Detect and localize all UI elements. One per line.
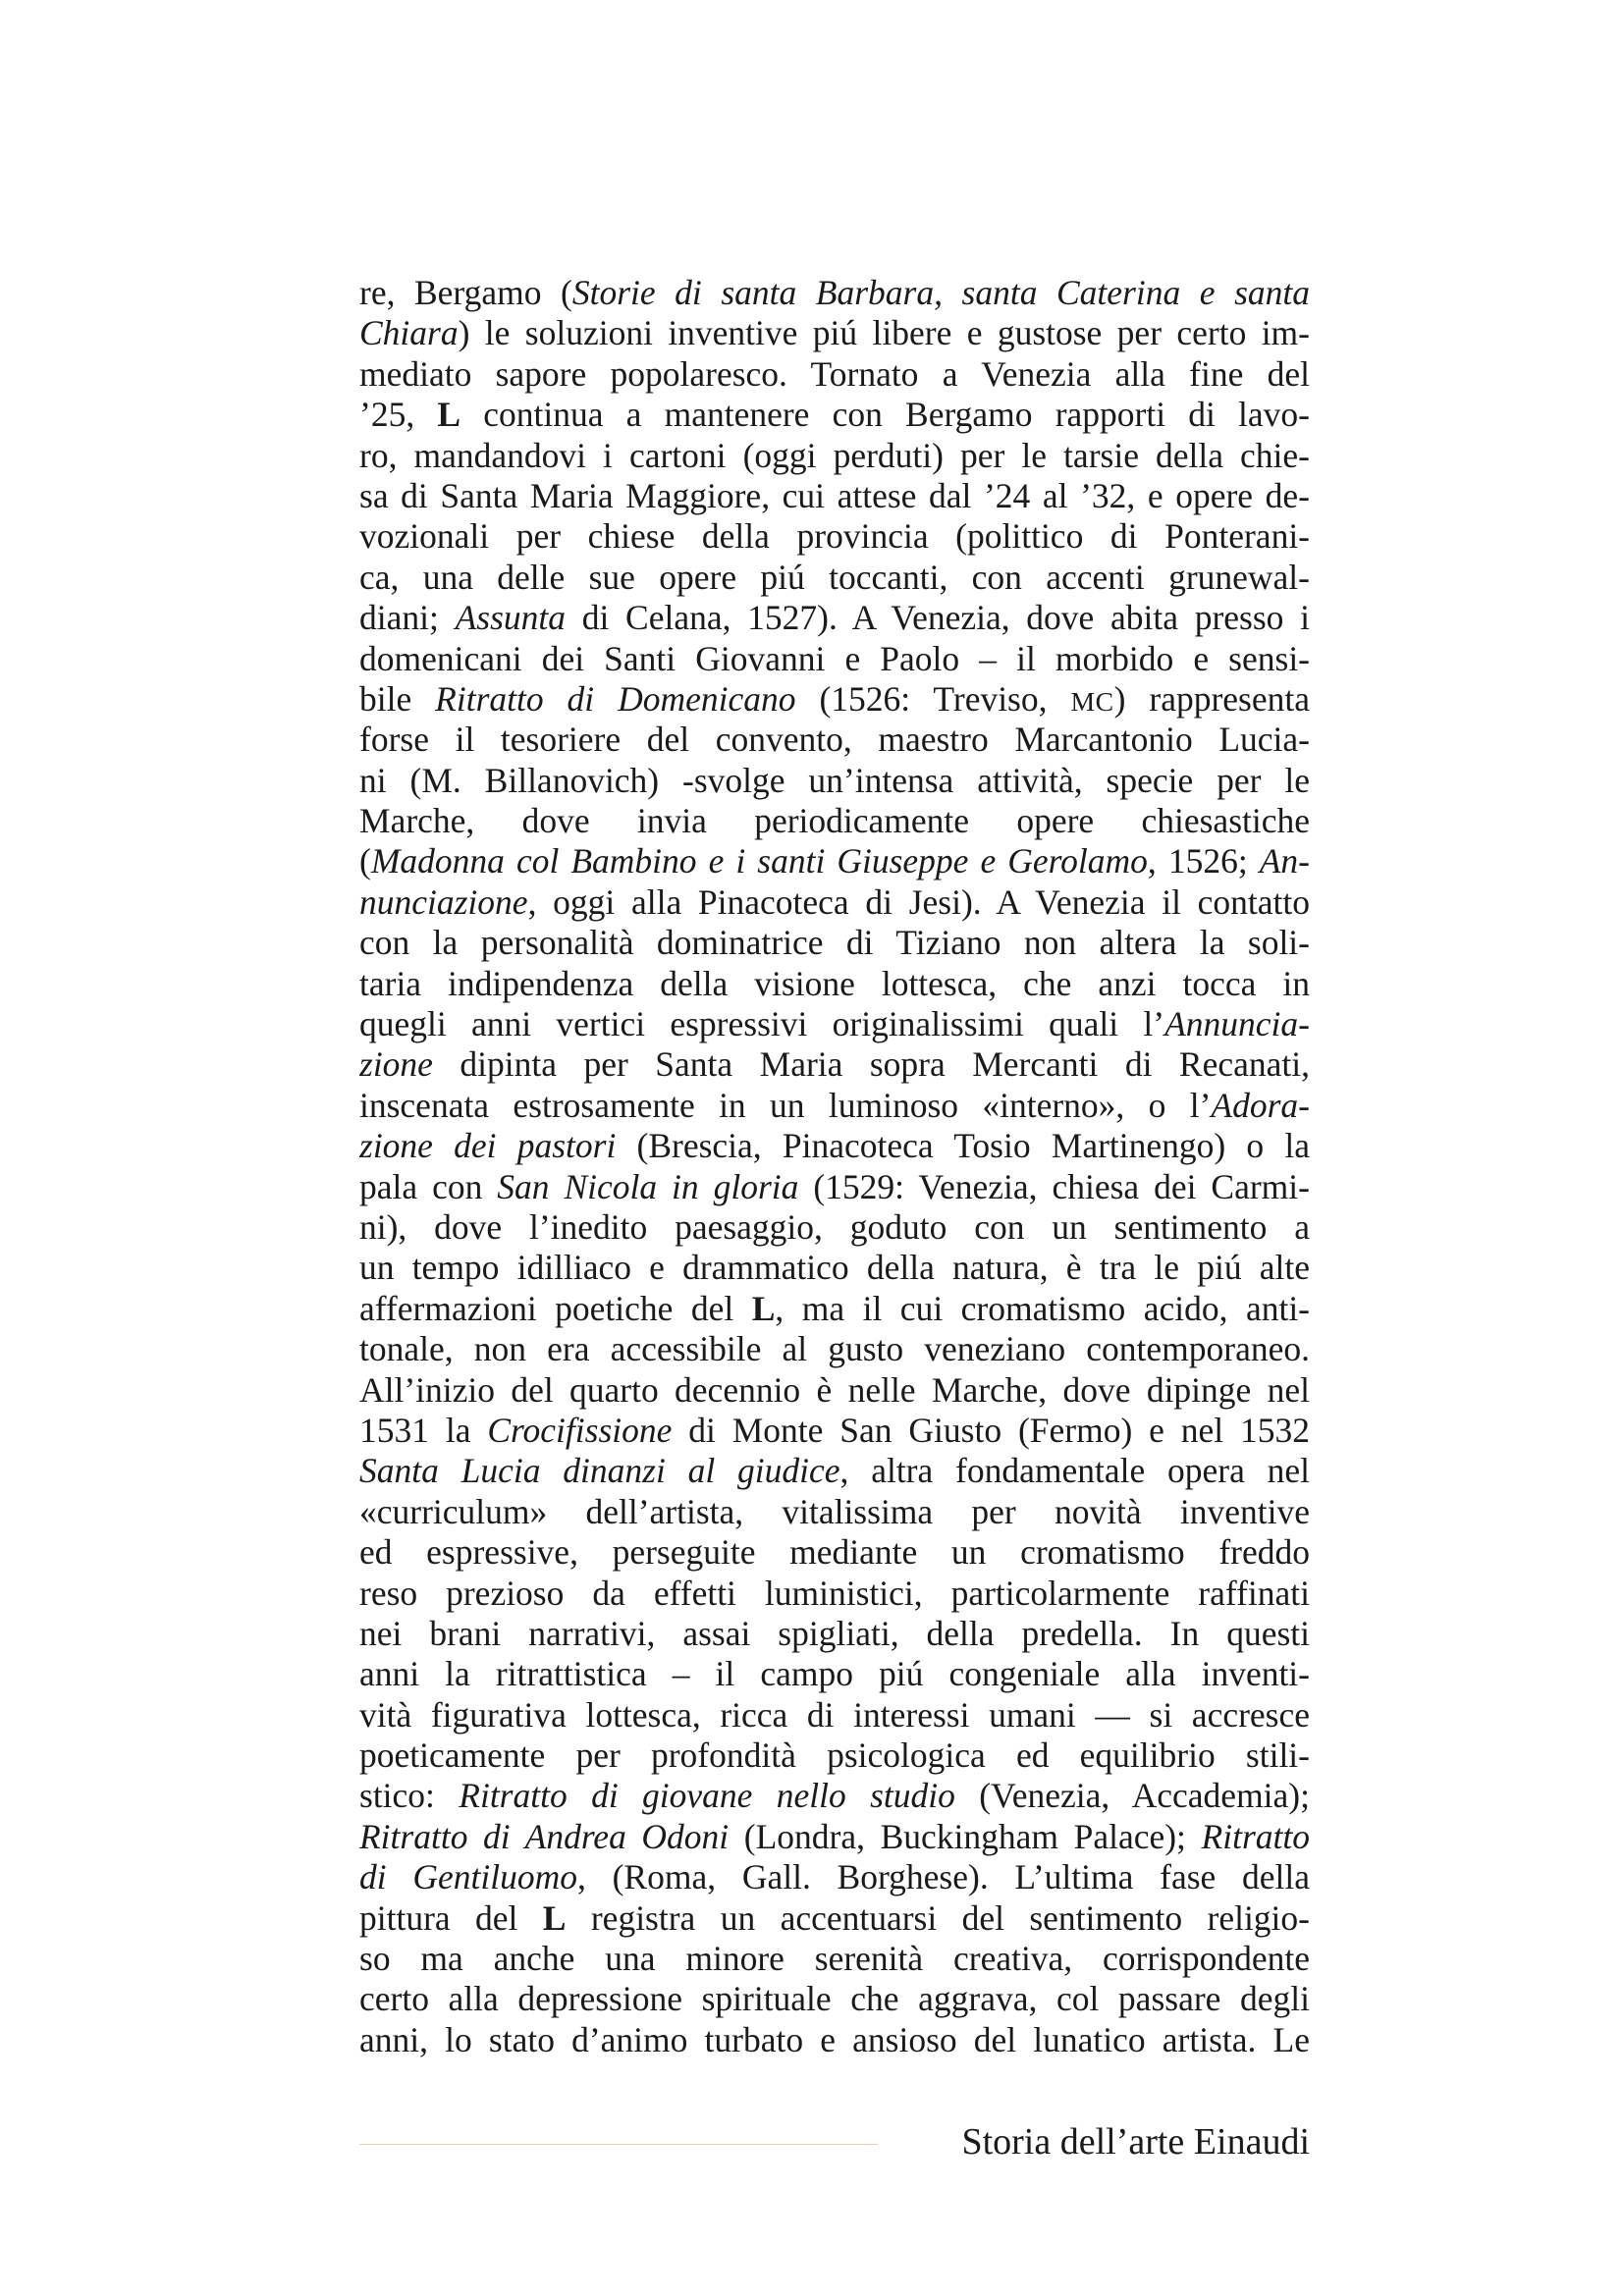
text-segment: anni la ritrattistica – il campo piú congeniale alla inventi- bbox=[359, 1654, 1310, 1694]
text-line bbox=[359, 1532, 1310, 1573]
text-segment: pala con bbox=[359, 1166, 498, 1206]
italic-segment: Annuncia- bbox=[1164, 1004, 1310, 1044]
text-segment: ed espressive, perseguite mediante un cromatismo freddo bbox=[359, 1532, 1310, 1573]
text-line bbox=[359, 761, 1310, 801]
text-line bbox=[359, 2020, 1310, 2060]
text-segment: re, Bergamo ( bbox=[359, 273, 572, 312]
text-segment: quegli anni vertici espressivi originalissimi quali l’ bbox=[359, 1004, 1165, 1044]
text-segment: ) le soluzioni inventive piú libere e gustose per certo im- bbox=[458, 313, 1310, 353]
text-line bbox=[359, 1979, 1310, 2019]
text-segment: ( bbox=[359, 841, 371, 881]
text-line bbox=[359, 1329, 1310, 1369]
text-segment: affermazioni poetiche del bbox=[359, 1288, 752, 1328]
text-line bbox=[359, 1451, 1310, 1491]
text-line bbox=[359, 1817, 1310, 1857]
text-line bbox=[359, 720, 1310, 760]
text-segment: ro, mandandovi i cartoni (oggi perduti) per le tarsie della chie- bbox=[359, 435, 1310, 475]
italic-segment: Storie di santa Barbara, santa Caterina e santa bbox=[571, 273, 1310, 312]
text-segment: sa di Santa Maria Maggiore, cui attese dal ’24 al ’32, e opere de- bbox=[359, 475, 1310, 515]
text-segment: ’25, bbox=[359, 395, 438, 435]
text-line bbox=[359, 1044, 1310, 1085]
text-segment: , oggi alla Pinacoteca di Jesi). A Venezia il contatto bbox=[527, 881, 1310, 922]
footer-title: Storia dell’arte Einaudi bbox=[961, 2121, 1310, 2163]
text-line bbox=[359, 882, 1310, 923]
text-segment: nei brani narrativi, assai spigliati, della predella. In questi bbox=[359, 1613, 1310, 1653]
text-line bbox=[359, 1248, 1310, 1288]
text-line bbox=[359, 1939, 1310, 1979]
text-segment: certo alla depressione spirituale che aggrava, col passare degli bbox=[359, 1979, 1310, 2019]
italic-segment: Ritratto di Domenicano bbox=[435, 678, 796, 719]
text-segment: MC bbox=[1070, 685, 1114, 717]
text-line bbox=[359, 1370, 1310, 1411]
text-segment: ca, una delle sue opere piú toccanti, con accenti grunewal- bbox=[359, 557, 1310, 597]
text-line bbox=[359, 1898, 1310, 1939]
text-segment: , ma il cui cromatismo acido, anti- bbox=[775, 1288, 1310, 1328]
text-segment: ni), dove l’inedito paesaggio, goduto con un sentimento a bbox=[359, 1206, 1310, 1247]
italic-segment: di Gentiluomo bbox=[359, 1857, 577, 1897]
italic-segment: Ritratto di giovane nello studio bbox=[459, 1776, 955, 1816]
text-line bbox=[359, 1614, 1310, 1654]
text-segment: bile bbox=[359, 678, 436, 719]
italic-segment: Ritratto di Andrea Odoni bbox=[359, 1816, 730, 1856]
bold-segment: L bbox=[542, 1897, 567, 1938]
italic-segment: zione bbox=[359, 1044, 433, 1085]
italic-segment: Assunta bbox=[455, 598, 566, 638]
text-segment: (Londra, Buckingham Palace); bbox=[729, 1816, 1202, 1856]
text-line bbox=[359, 558, 1310, 598]
text-line bbox=[359, 923, 1310, 963]
text-segment: mediato sapore popolaresco. Tornato a Venezia alla fine del bbox=[359, 353, 1310, 394]
text-segment: , (Roma, Gall. Borghese). L’ultima fase della bbox=[576, 1857, 1310, 1897]
text-line bbox=[359, 1857, 1310, 1897]
bold-segment: L bbox=[751, 1288, 776, 1328]
text-line bbox=[359, 1574, 1310, 1614]
italic-segment: San Nicola in gloria bbox=[497, 1166, 799, 1206]
text-segment: di Celana, 1527). A Venezia, dove abita presso i bbox=[566, 598, 1310, 638]
body-text bbox=[359, 273, 1310, 2060]
italic-segment: Chiara bbox=[359, 313, 459, 353]
text-segment: inscenata estrosamente in un luminoso «interno», o l’ bbox=[359, 1085, 1212, 1125]
italic-segment: Adora- bbox=[1211, 1085, 1310, 1125]
text-segment: (1529: Venezia, chiesa dei Carmi- bbox=[798, 1166, 1310, 1206]
text-segment: reso prezioso da effetti luministici, particolarmente raffinati bbox=[359, 1573, 1310, 1613]
text-segment: registra un accentuarsi del sentimento religio- bbox=[566, 1897, 1310, 1938]
bold-segment: L bbox=[437, 395, 461, 435]
text-line bbox=[359, 354, 1310, 395]
text-segment: (1526: Treviso, bbox=[795, 678, 1071, 719]
text-segment: poeticamente per profondità psicologica ed equilibrio stili- bbox=[359, 1735, 1310, 1776]
text-segment: diani; bbox=[359, 598, 456, 638]
text-line bbox=[359, 1004, 1310, 1044]
text-line bbox=[359, 1776, 1310, 1816]
text-line bbox=[359, 841, 1310, 881]
text-line bbox=[359, 436, 1310, 476]
text-line bbox=[359, 1695, 1310, 1735]
text-segment: , altra fondamentale opera nel bbox=[839, 1451, 1310, 1491]
text-segment: di Monte San Giusto (Fermo) e nel 1532 bbox=[672, 1410, 1310, 1450]
text-segment: stico: bbox=[359, 1776, 460, 1816]
italic-segment: Madonna col Bambino e i santi Giuseppe e Gerolamo bbox=[370, 841, 1148, 881]
text-segment: 1531 la bbox=[359, 1410, 488, 1450]
text-line bbox=[359, 516, 1310, 557]
text-line bbox=[359, 1207, 1310, 1248]
text-line bbox=[359, 273, 1310, 313]
text-segment: «curriculum» dell’artista, vitalissima per novità inventive bbox=[359, 1491, 1310, 1531]
italic-segment: Crocifissione bbox=[487, 1410, 673, 1450]
text-segment: un tempo idilliaco e drammatico della natura, è tra le piú alte bbox=[359, 1248, 1310, 1288]
italic-segment: zione dei pastori bbox=[359, 1126, 617, 1166]
page-footer bbox=[359, 2112, 1310, 2171]
text-line bbox=[359, 964, 1310, 1004]
text-segment: dipinta per Santa Maria sopra Mercanti di Recanati, bbox=[432, 1044, 1310, 1085]
footer-rule bbox=[359, 2144, 878, 2145]
text-segment: vozionali per chiese della provincia (polittico di Ponterani- bbox=[359, 516, 1310, 557]
italic-segment: Santa Lucia dinanzi al giudice bbox=[359, 1451, 840, 1491]
text-segment: All’inizio del quarto decennio è nelle Marche, dove dipinge nel bbox=[359, 1369, 1310, 1410]
text-line bbox=[359, 1654, 1310, 1694]
text-line bbox=[359, 1492, 1310, 1532]
text-segment: forse il tesoriere del convento, maestro Marcantonio Lucia- bbox=[359, 720, 1310, 760]
text-segment: taria indipendenza della visione lottesca, che anzi tocca in bbox=[359, 963, 1310, 1003]
text-line bbox=[359, 313, 1310, 353]
text-line bbox=[359, 476, 1310, 516]
text-segment: (Venezia, Accademia); bbox=[954, 1776, 1310, 1816]
italic-segment: nunciazione bbox=[359, 881, 528, 922]
text-line bbox=[359, 1289, 1310, 1329]
text-line bbox=[359, 1167, 1310, 1207]
text-segment: , 1526; bbox=[1147, 841, 1260, 881]
text-line bbox=[359, 1126, 1310, 1166]
italic-segment: Ritratto bbox=[1201, 1816, 1310, 1856]
text-segment: ) rappresenta bbox=[1113, 678, 1310, 719]
text-line bbox=[359, 679, 1310, 720]
text-line bbox=[359, 801, 1310, 841]
italic-segment: An- bbox=[1259, 841, 1310, 881]
text-segment: ni (M. Billanovich) -svolge un’intensa attività, specie per le bbox=[359, 760, 1310, 800]
text-segment: tonale, non era accessibile al gusto veneziano contemporaneo. bbox=[359, 1329, 1310, 1369]
text-segment: (Brescia, Pinacoteca Tosio Martinengo) o la bbox=[616, 1126, 1310, 1166]
text-segment: vità figurativa lottesca, ricca di interessi umani — si accresce bbox=[359, 1694, 1310, 1735]
text-segment: pittura del bbox=[359, 1897, 543, 1938]
text-segment: continua a mantenere con Bergamo rapporti di lavo- bbox=[460, 395, 1310, 435]
text-line bbox=[359, 598, 1310, 638]
text-line bbox=[359, 395, 1310, 435]
text-segment: anni, lo stato d’animo turbato e ansioso del lunatico artista. Le bbox=[359, 2019, 1310, 2059]
text-line bbox=[359, 1411, 1310, 1451]
text-line bbox=[359, 1086, 1310, 1126]
text-segment: Marche, dove invia periodicamente opere chiesastiche bbox=[359, 801, 1310, 841]
text-line bbox=[359, 639, 1310, 679]
text-segment: con la personalità dominatrice di Tiziano non altera la soli- bbox=[359, 923, 1310, 963]
text-segment: domenicani dei Santi Giovanni e Paolo – il morbido e sensi- bbox=[359, 638, 1310, 678]
text-line bbox=[359, 1735, 1310, 1776]
text-segment: so ma anche una minore serenità creativa, corrispondente bbox=[359, 1939, 1310, 1979]
